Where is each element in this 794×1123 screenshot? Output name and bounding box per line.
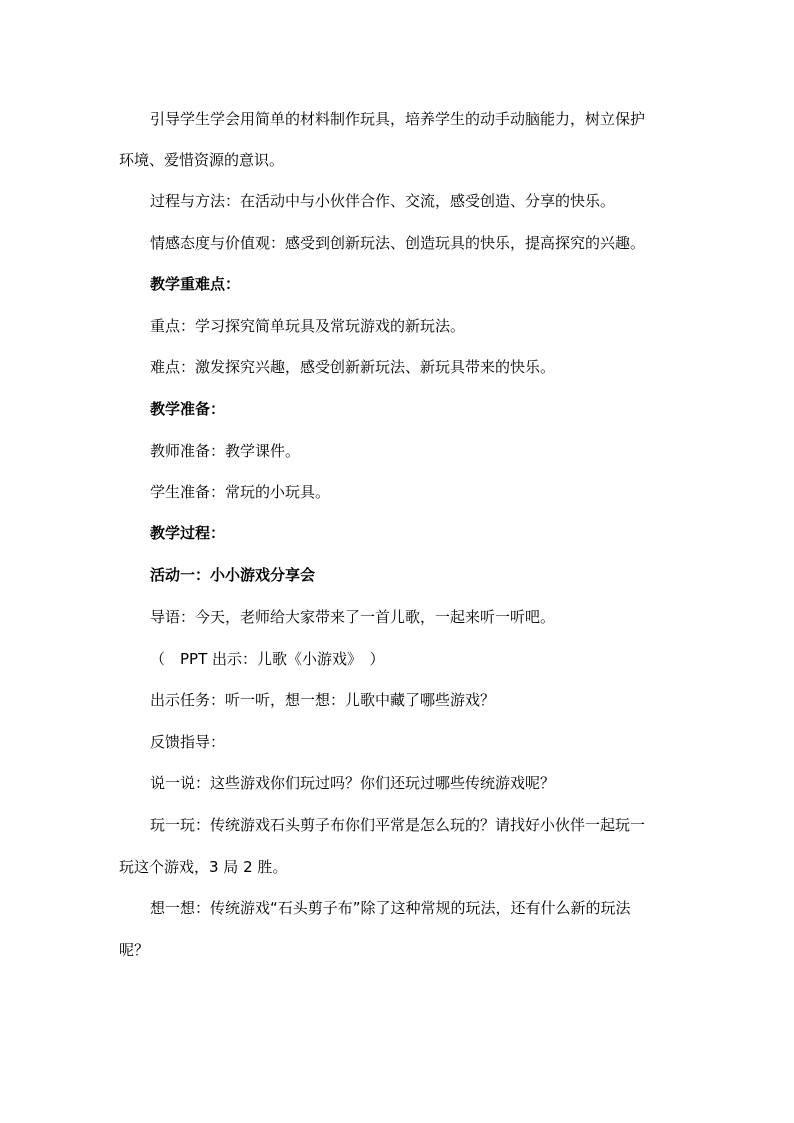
paragraph-process-method: 过程与方法：在活动中与小伙伴合作、交流，感受创造、分享的快乐。 (150, 192, 616, 210)
paragraph-goal-line-1: 引导学生学会用简单的材料制作玩具，培养学生的动手动脑能力，树立保护 (150, 110, 646, 128)
paragraph-ppt-display: （ PPT 出示：儿歌《小游戏》 ） (150, 650, 385, 668)
heading-teaching-preparation: 教学准备： (150, 400, 226, 418)
paragraph-play-line-2: 玩这个游戏，3 局 2 胜。 (119, 858, 288, 876)
paragraph-feedback: 反馈指导： (150, 733, 226, 751)
paragraph-say: 说一说：这些游戏你们玩过吗？你们还玩过哪些传统游戏呢？ (150, 774, 556, 792)
paragraph-difficult-point: 难点：激发探究兴趣，感受创新新玩法、新玩具带来的快乐。 (150, 358, 556, 376)
paragraph-teacher-preparation: 教师准备：教学课件。 (150, 442, 301, 460)
paragraph-key-point: 重点：学习探究简单玩具及常玩游戏的新玩法。 (150, 317, 466, 335)
paragraph-introduction: 导语：今天，老师给大家带来了一首儿歌，一起来听一听吧。 (150, 608, 556, 626)
heading-teaching-process: 教学过程： (150, 524, 226, 542)
heading-activity-one: 活动一：小小游戏分享会 (150, 566, 316, 584)
paragraph-task: 出示任务：听一听，想一想：儿歌中藏了哪些游戏？ (150, 691, 496, 709)
paragraph-goal-line-2: 环境、爱惜资源的意识。 (119, 151, 285, 169)
paragraph-student-preparation: 学生准备：常玩的小玩具。 (150, 483, 331, 501)
paragraph-think-line-2: 呢？ (119, 941, 150, 959)
paragraph-attitude-values: 情感态度与价值观：感受到创新玩法、创造玩具的快乐，提高探究的兴趣。 (150, 234, 646, 252)
paragraph-think-line-1: 想一想：传统游戏“石头剪子布”除了这种常规的玩法，还有什么新的玩法 (150, 899, 631, 917)
paragraph-play-line-1: 玩一玩：传统游戏石头剪子布你们平常是怎么玩的？请找好小伙伴一起玩一 (150, 816, 646, 834)
heading-key-difficult-points: 教学重难点： (150, 275, 241, 293)
